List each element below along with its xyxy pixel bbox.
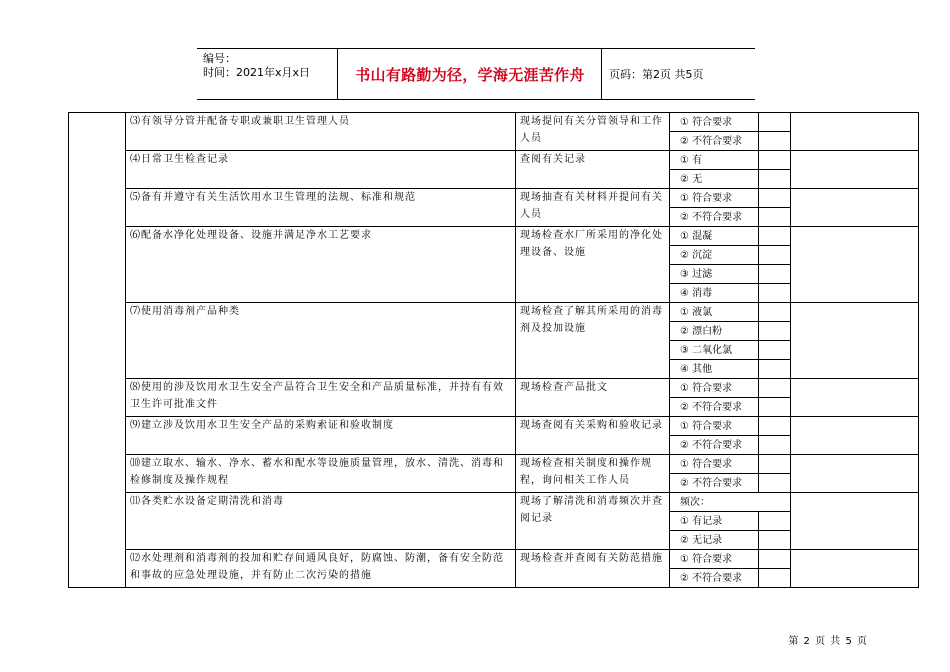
inspection-item: ⑺使用消毒剂产品种类 [126, 303, 516, 379]
inspection-item: ⑸备有并遵守有关生活饮用水卫生管理的法规、标准和规范 [126, 189, 516, 227]
mark-cell[interactable] [759, 322, 791, 341]
table-row [69, 417, 919, 436]
mark-cell[interactable] [759, 398, 791, 417]
inspection-method: 现场检查相关制度和操作规程，询问相关工作人员 [516, 455, 670, 493]
result-option: ① 有 [670, 151, 759, 170]
mark-cell[interactable] [759, 246, 791, 265]
remarks-cell[interactable] [791, 303, 919, 379]
remarks-cell[interactable] [791, 455, 919, 493]
result-option: 频次： [670, 493, 791, 512]
mark-cell[interactable] [759, 512, 791, 531]
inspection-method: 查阅有关记录 [516, 151, 670, 189]
mark-cell[interactable] [759, 265, 791, 284]
mark-cell[interactable] [759, 417, 791, 436]
header-divider [601, 49, 602, 99]
header-motto: 书山有路勤为径，学海无涯苦作舟 [355, 65, 585, 84]
inspection-method: 现场抽查有关材料并提问有关人员 [516, 189, 670, 227]
remarks-cell[interactable] [791, 379, 919, 417]
mark-cell[interactable] [759, 455, 791, 474]
result-option: ③ 过滤 [670, 265, 759, 284]
inspection-item: ⑷日常卫生检查记录 [126, 151, 516, 189]
result-option: ② 不符合要求 [670, 569, 759, 588]
remarks-cell[interactable] [791, 550, 919, 588]
header-page-label: 页码：第2页 共5页 [609, 68, 704, 81]
table-row [69, 189, 919, 208]
mark-cell[interactable] [759, 151, 791, 170]
remarks-cell[interactable] [791, 417, 919, 455]
mark-cell[interactable] [759, 531, 791, 550]
mark-cell[interactable] [759, 284, 791, 303]
table-row [69, 303, 919, 322]
table-row [69, 379, 919, 398]
result-option: ② 不符合要求 [670, 132, 759, 151]
page-footer: 第 2 页 共 5 页 [788, 636, 868, 647]
table-row [69, 113, 919, 132]
result-option: ① 符合要求 [670, 113, 759, 132]
mark-cell[interactable] [759, 227, 791, 246]
inspection-item: ⑹配备水净化处理设备、设施并满足净水工艺要求 [126, 227, 516, 303]
header-divider [337, 49, 338, 99]
mark-cell[interactable] [759, 569, 791, 588]
table-row [69, 550, 919, 569]
inspection-method: 现场检查了解其所采用的消毒剂及投加设施 [516, 303, 670, 379]
remarks-cell[interactable] [791, 189, 919, 227]
number-label: 编号： [203, 52, 236, 65]
result-option: ② 沉淀 [670, 246, 759, 265]
mark-cell[interactable] [759, 208, 791, 227]
remarks-cell[interactable] [791, 151, 919, 189]
header-meta [203, 52, 310, 80]
result-option: ② 漂白粉 [670, 322, 759, 341]
mark-cell[interactable] [759, 303, 791, 322]
inspection-method: 现场检查并查阅有关防范措施 [516, 550, 670, 588]
mark-cell[interactable] [759, 474, 791, 493]
mark-cell[interactable] [759, 550, 791, 569]
table-row [69, 455, 919, 474]
inspection-item: ⑼建立涉及饮用水卫生安全产品的采购索证和验收制度 [126, 417, 516, 455]
result-option: ① 符合要求 [670, 417, 759, 436]
result-option: ① 符合要求 [670, 189, 759, 208]
result-option: ② 无记录 [670, 531, 759, 550]
inspection-item: ⑻使用的涉及饮用水卫生安全产品符合卫生安全和产品质量标准，并持有有效卫生许可批准文件 [126, 379, 516, 417]
document-header [197, 48, 755, 100]
result-option: ① 混凝 [670, 227, 759, 246]
inspection-table [68, 112, 919, 588]
remarks-cell[interactable] [791, 113, 919, 151]
result-option: ④ 其他 [670, 360, 759, 379]
time-label: 时间：2021年x月x日 [203, 66, 311, 79]
remarks-cell[interactable] [791, 493, 919, 550]
result-option: ② 不符合要求 [670, 474, 759, 493]
remarks-cell[interactable] [791, 227, 919, 303]
inspection-method: 现场检查水厂所采用的净化处理设备、设施 [516, 227, 670, 303]
category-cell [69, 113, 126, 588]
inspection-item: ⑿水处理剂和消毒剂的投加和贮存间通风良好，防腐蚀、防潮，备有安全防范和事故的应急处理设施，并有防止二次污染的措施 [126, 550, 516, 588]
result-option: ② 不符合要求 [670, 398, 759, 417]
result-option: ③ 二氧化氯 [670, 341, 759, 360]
mark-cell[interactable] [759, 189, 791, 208]
inspection-item: ⑽建立取水、输水、净水、蓄水和配水等设施质量管理，放水、清洗、消毒和检修制度及操作规程 [126, 455, 516, 493]
mark-cell[interactable] [759, 436, 791, 455]
inspection-item: ⑾各类贮水设备定期清洗和消毒 [126, 493, 516, 550]
mark-cell[interactable] [759, 170, 791, 189]
inspection-table-body [69, 113, 919, 588]
table-row [69, 493, 919, 512]
inspection-method: 现场了解清洗和消毒频次并查阅记录 [516, 493, 670, 550]
mark-cell[interactable] [759, 132, 791, 151]
result-option: ① 符合要求 [670, 550, 759, 569]
result-option: ① 符合要求 [670, 455, 759, 474]
mark-cell[interactable] [759, 113, 791, 132]
result-option: ② 无 [670, 170, 759, 189]
result-option: ② 不符合要求 [670, 436, 759, 455]
result-option: ① 液氯 [670, 303, 759, 322]
inspection-method: 现场查阅有关采购和验收记录 [516, 417, 670, 455]
mark-cell[interactable] [759, 379, 791, 398]
inspection-method: 现场检查产品批文 [516, 379, 670, 417]
result-option: ② 不符合要求 [670, 208, 759, 227]
table-row [69, 227, 919, 246]
mark-cell[interactable] [759, 341, 791, 360]
inspection-item: ⑶有领导分管并配备专职或兼职卫生管理人员 [126, 113, 516, 151]
inspection-method: 现场提问有关分管领导和工作人员 [516, 113, 670, 151]
result-option: ① 符合要求 [670, 379, 759, 398]
table-row [69, 151, 919, 170]
mark-cell[interactable] [759, 360, 791, 379]
result-option: ① 有记录 [670, 512, 759, 531]
result-option: ④ 消毒 [670, 284, 759, 303]
